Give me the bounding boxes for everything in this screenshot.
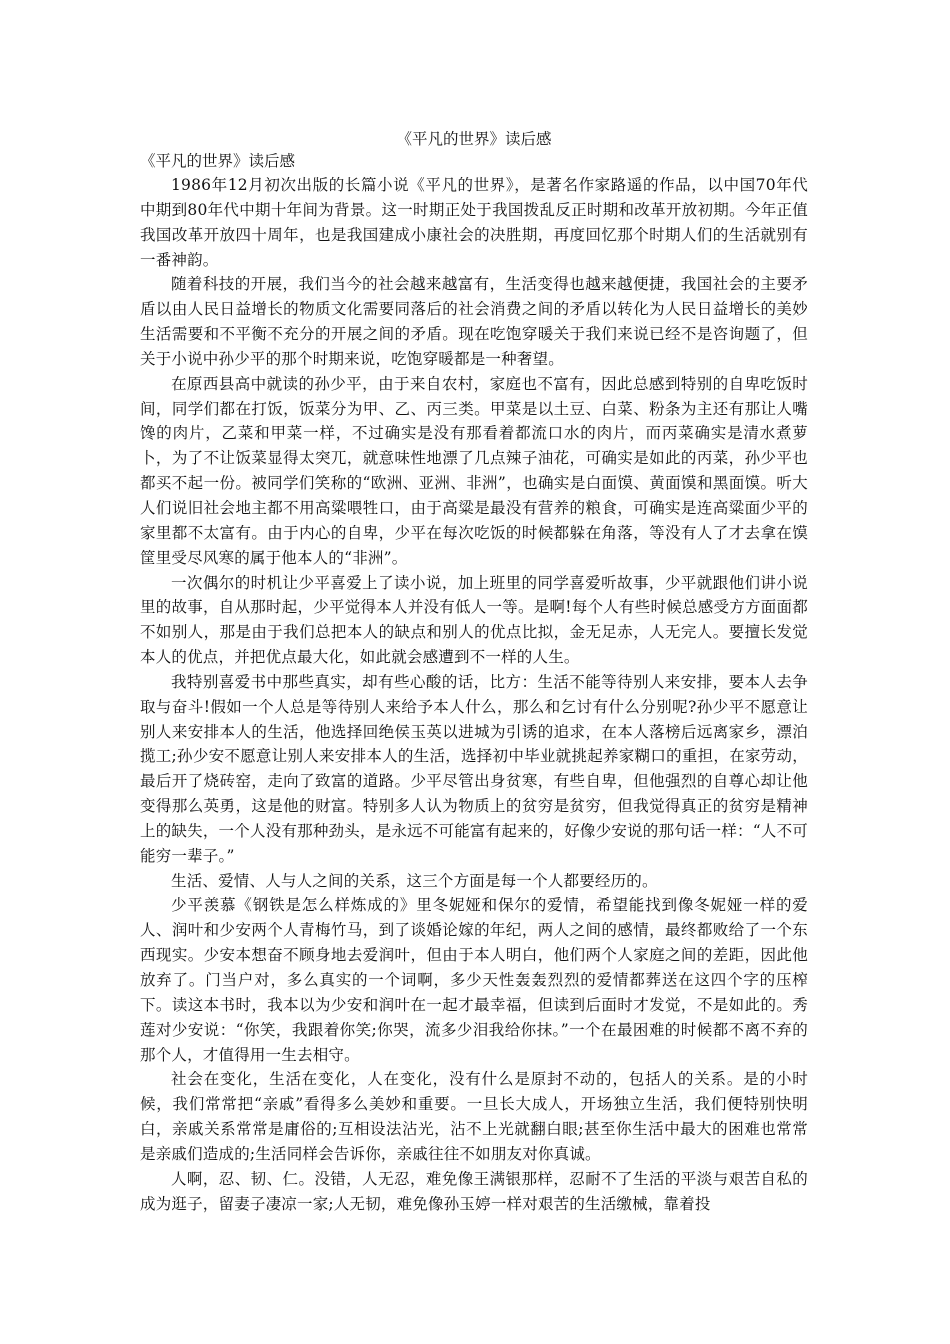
paragraph: 随着科技的开展，我们当今的社会越来越富有，生活变得也越来越便捷，我国社会的主要矛盾以由人民日益增长的物质文化需要同落后的社会消费之间的矛盾以转化为人民日益增长的美妙生活需要和不平衡不充分的开展之间的矛盾。现在吃饱穿暖关于我们来说已经不是咨询题了，但关于小说中孙少平的那个时期来说，吃饱穿暖都是一种奢望。 — [140, 275, 808, 368]
paragraph: 少平羡慕《钢铁是怎么样炼成的》里冬妮娅和保尔的爱情，希望能找到像冬妮娅一样的爱人、润叶和少安两个人青梅竹马，到了谈婚论嫁的年纪，两人之间的感情，最终都败给了一个东西现实。少安本想奋不顾身地去爱润叶，但由于本人明白，他们两个人家庭之间的差距，因此他放弃了。门当户对，多么真实的一个词啊，多少天性轰轰烈烈的爱情都葬送在这四个字的压榨下。读这本书时，我本以为少安和润叶在一起才最幸福，但读到后面时才发觉，不是如此的。秀莲对少安说：“你笑，我跟着你笑;你哭，流多少泪我给你抹。”一个在最困难的时候都不离不弃的那个人，才值得用一生去相守。 — [140, 896, 808, 1064]
paragraph: 1986年12月初次出版的长篇小说《平凡的世界》，是著名作家路遥的作品，以中国70年代中期到80年代中期十年间为背景。这一时期正处于我国拨乱反正时期和改革开放初期。今年正值我国改革开放四十周年，也是我国建成小康社会的决胜期，再度回忆那个时期人们的生活就别有一番神韵。 — [140, 176, 808, 269]
paragraph: 我特别喜爱书中那些真实，却有些心酸的话，比方：生活不能等待别人来安排，要本人去争取与奋斗!假如一个人总是等待别人来给予本人什么，那么和乞讨有什么分别呢?孙少平不愿意让别人来安排本人的生活，他选择回绝侯玉英以进城为引诱的追求，在本人落榜后远离家乡，漂泊揽工;孙少安不愿意让别人来安排本人的生活，选择初中毕业就挑起养家糊口的重担，在家劳动，最后开了烧砖窑，走向了致富的道路。少平尽管出身贫寒，有些自卑，但他强烈的自尊心却让他变得那么英勇，这是他的财富。特别多人认为物质上的贫穷是贫穷，但我觉得真正的贫穷是精神上的缺失，一个人没有那种劲头，是永远不可能富有起来的，好像少安说的那句话一样：“人不可能穷一辈子。” — [140, 672, 808, 865]
document-subtitle: 《平凡的世界》读后感 — [140, 152, 296, 170]
paragraph: 社会在变化，生活在变化，人在变化，没有什么是原封不动的，包括人的关系。是的小时候，我们常常把“亲戚”看得多么美妙和重要。一旦长大成人，开场独立生活，我们便特别快明白，亲戚关系常常是庸俗的;互相设法沾光，沾不上光就翻白眼;甚至你生活中最大的困难也常常是亲戚们造成的;生活同样会告诉你，亲戚往往不如朋友对你真诚。 — [140, 1070, 808, 1163]
paragraph: 一次偶尔的时机让少平喜爱上了读小说，加上班里的同学喜爱听故事，少平就跟他们讲小说里的故事，自从那时起，少平觉得本人并没有低人一等。是啊!每个人有些时候总感受方方面面都不如别人，那是由于我们总把本人的缺点和别人的优点比拟，金无足赤，人无完人。要擅长发觉本人的优点，并把优点最大化，如此就会感遭到不一样的人生。 — [140, 573, 808, 667]
paragraph: 在原西县高中就读的孙少平，由于来自农村，家庭也不富有，因此总感到特别的自卑吃饭时间，同学们都在打饭，饭菜分为甲、乙、丙三类。甲菜是以土豆、白菜、粉条为主还有那让人嘴馋的肉片，乙菜和甲菜一样，不过确实是没有那看着都流口水的肉片，而丙菜确实是清水煮萝卜，为了不让饭菜显得太突兀，就意味性地漂了几点辣子油花，可确实是如此的丙菜，孙少平也都买不起一份。被同学们笑称的“欧洲、亚洲、非洲”，也确实是白面馍、黄面馍和黑面馍。听大人们说旧社会地主都不用高粱喂牲口，由于高粱是最没有营养的粮食，可确实是连高粱面少平的家里都不太富有。由于内心的自卑，少平在每次吃饭的时候都躲在角落，等没有人了才去拿在馍筐里受尽风寒的属于他本人的“非洲”。 — [140, 374, 808, 567]
document-title: 《平凡的世界》读后感 — [396, 130, 552, 148]
document-page — [140, 128, 808, 1216]
paragraph: 人啊，忍、韧、仁。没错，人无忍，难免像王满银那样，忍耐不了生活的平淡与艰苦自私的成为逛子，留妻子凄凉一家;人无韧，难免像孙玉婷一样对艰苦的生活缴械，靠着投 — [140, 1169, 808, 1213]
paragraph: 生活、爱情、人与人之间的关系，这三个方面是每一个人都要经历的。 — [171, 871, 658, 890]
